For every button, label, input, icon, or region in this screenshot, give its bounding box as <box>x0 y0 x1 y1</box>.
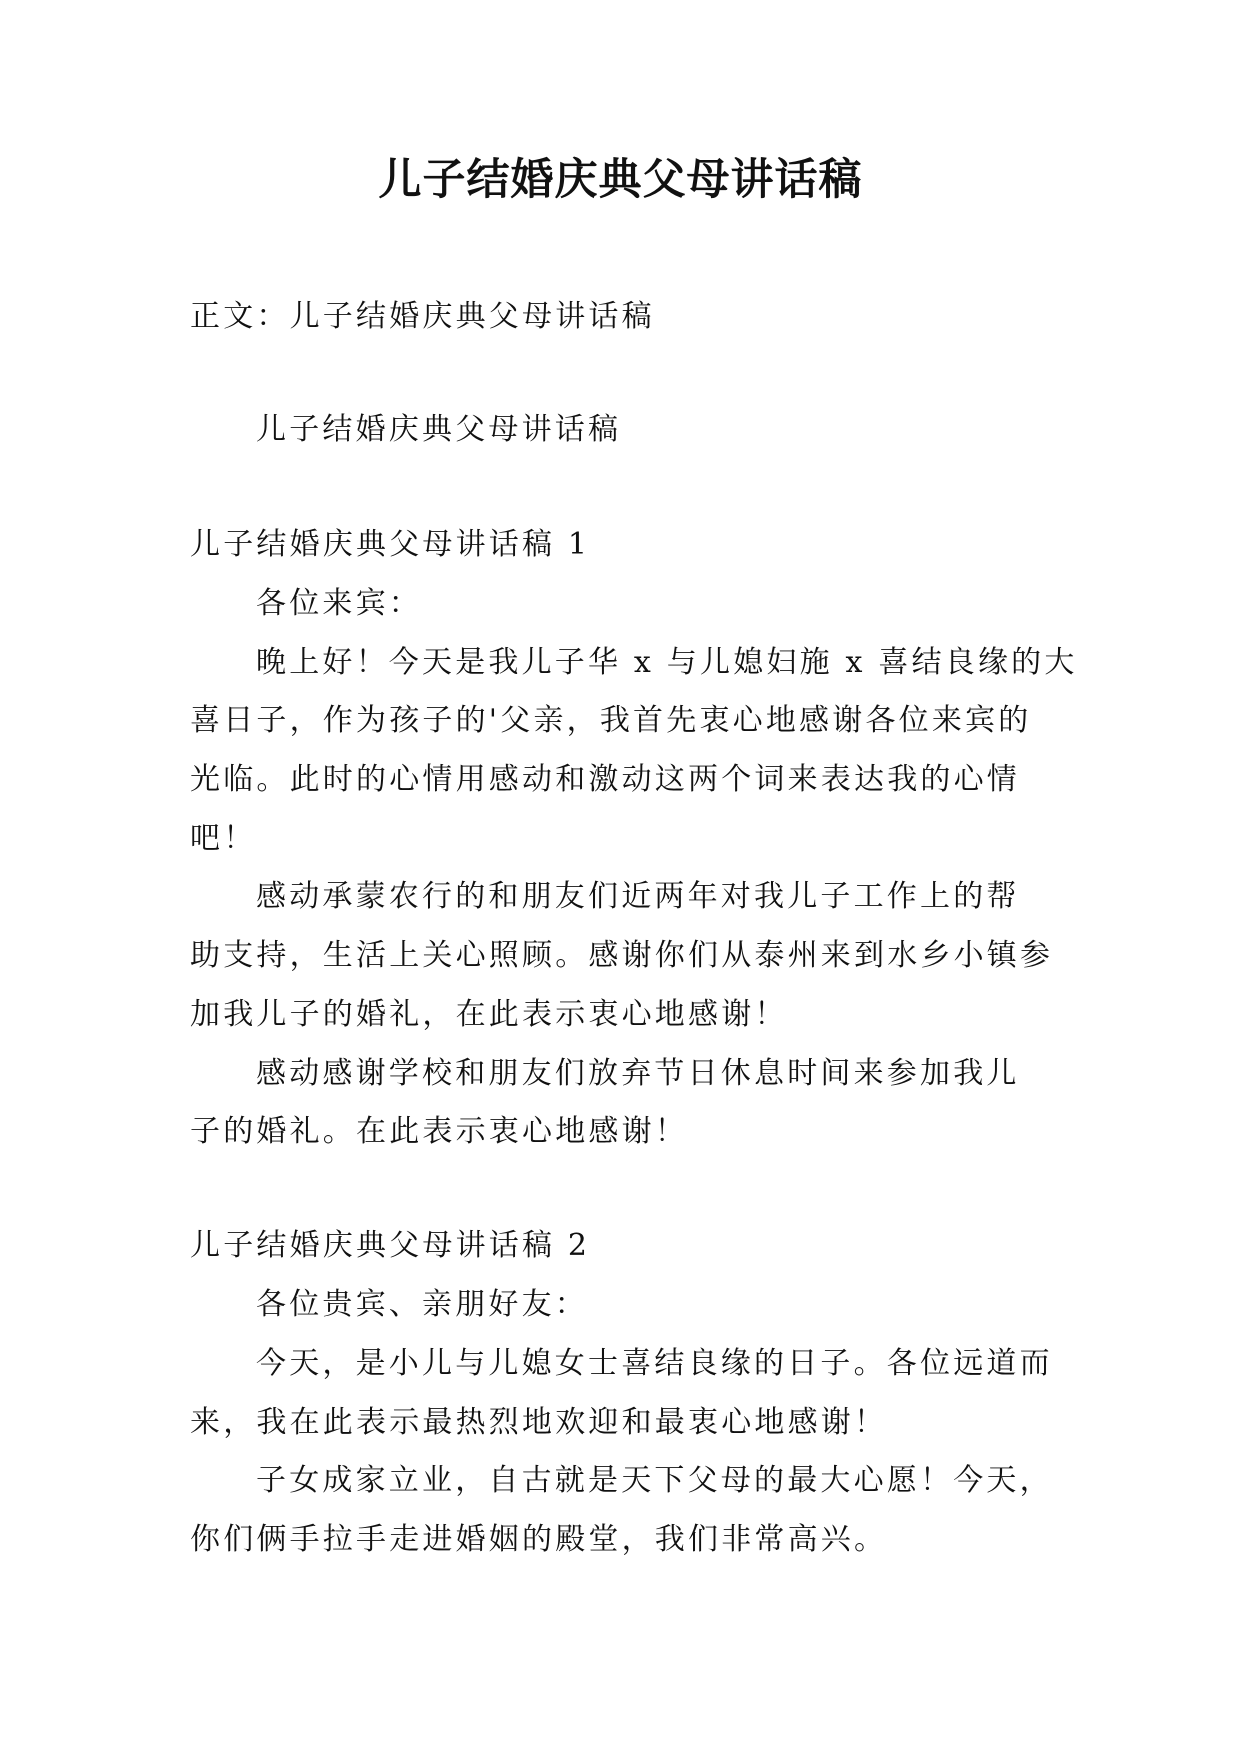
subtitle-line: 儿子结婚庆典父母讲话稿 <box>256 412 622 447</box>
paragraph-line: 吧！ <box>190 821 257 856</box>
paragraph-line: 子女成家立业，自古就是天下父母的最大心愿！今天， <box>256 1463 1053 1498</box>
paragraph-line: 子的婚礼。在此表示衷心地感谢！ <box>190 1114 688 1149</box>
document-title: 儿子结婚庆典父母讲话稿 <box>378 155 863 205</box>
paragraph-line: 今天，是小儿与儿媳女士喜结良缘的日子。各位远道而 <box>256 1346 1053 1381</box>
paragraph-line: 感动感谢学校和朋友们放弃节日休息时间来参加我儿 <box>256 1056 1020 1091</box>
paragraph-line: 光临。此时的心情用感动和激动这两个词来表达我的心情 <box>190 762 1020 797</box>
salutation-1: 各位来宾： <box>256 586 422 621</box>
paragraph-line: 你们俩手拉手走进婚姻的殿堂，我们非常高兴。 <box>190 1522 888 1557</box>
paragraph-line: 来，我在此表示最热烈地欢迎和最衷心地感谢！ <box>190 1405 888 1440</box>
paragraph-line: 晚上好！今天是我儿子华 x 与儿媳妇施 x 喜结良缘的大 <box>256 645 1078 680</box>
paragraph-line: 感动承蒙农行的和朋友们近两年对我儿子工作上的帮 <box>256 879 1020 914</box>
section-heading-2: 儿子结婚庆典父母讲话稿 2 <box>190 1228 591 1263</box>
body-line-label: 正文：儿子结婚庆典父母讲话稿 <box>190 299 655 334</box>
paragraph-line: 加我儿子的婚礼，在此表示衷心地感谢！ <box>190 997 788 1032</box>
paragraph-line: 助支持，生活上关心照顾。感谢你们从泰州来到水乡小镇参 <box>190 938 1054 973</box>
salutation-2: 各位贵宾、亲朋好友： <box>256 1287 588 1322</box>
paragraph-line: 喜日子，作为孩子的'父亲，我首先衷心地感谢各位来宾的 <box>190 703 1032 738</box>
section-heading-1: 儿子结婚庆典父母讲话稿 1 <box>190 527 591 562</box>
